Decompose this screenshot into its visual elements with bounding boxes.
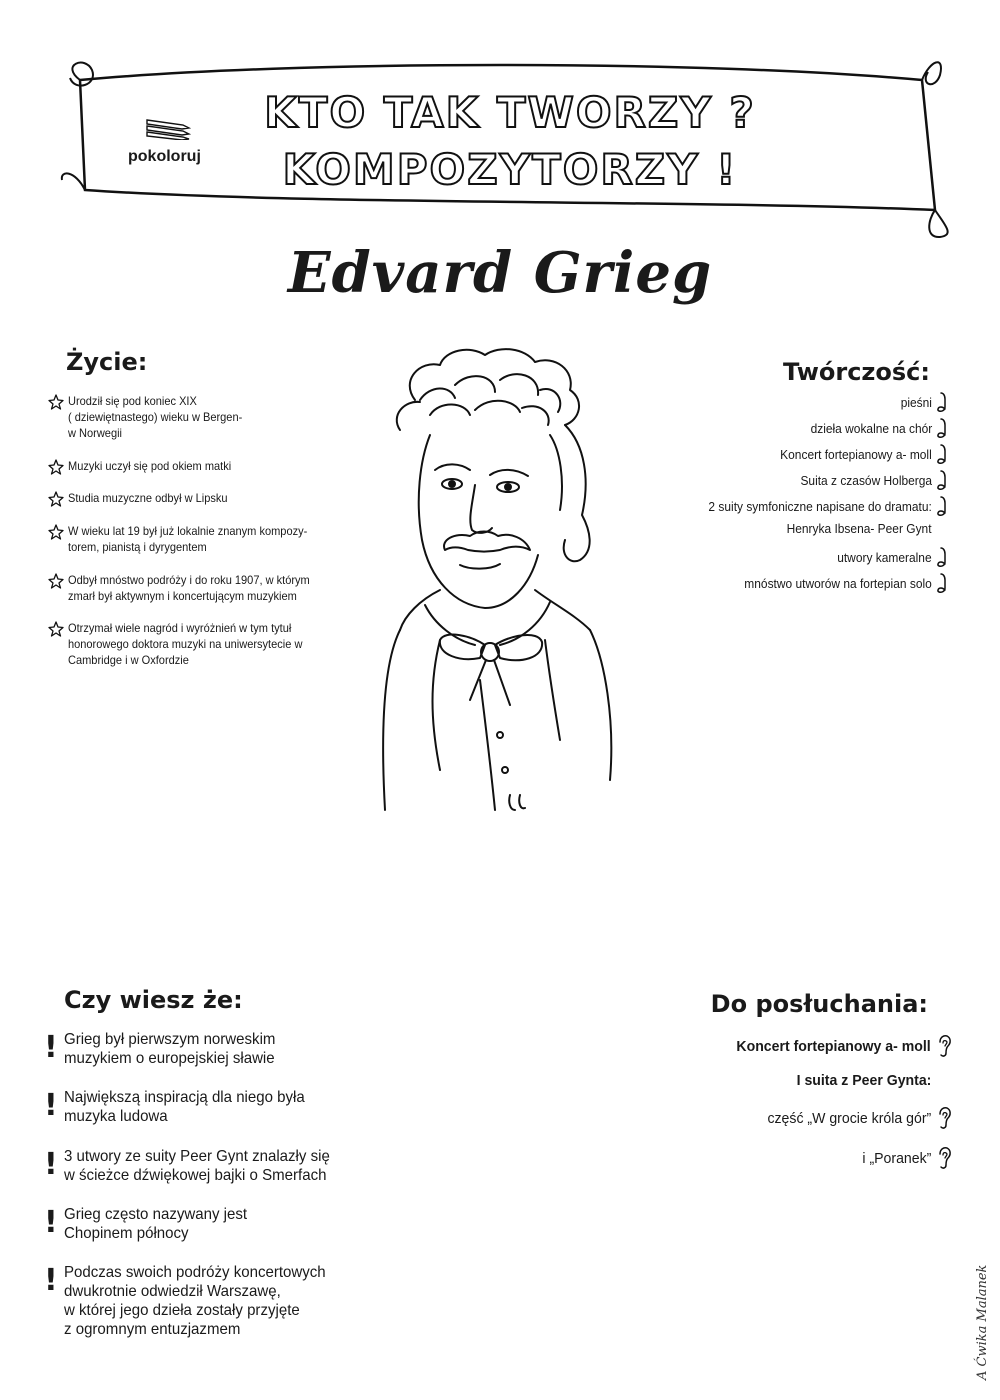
listening-item-text: część „W grocie króla gór” <box>767 1109 931 1127</box>
works-list-item <box>789 469 950 491</box>
music-note-icon <box>936 391 950 413</box>
works-item-text: dzieła wokalne na chór <box>810 420 932 436</box>
listening-list-item <box>858 1146 952 1170</box>
works-list-item <box>774 521 950 536</box>
star-icon <box>48 459 64 475</box>
exclamation-icon: ! <box>44 1205 58 1240</box>
works-list-item <box>829 546 950 568</box>
works-item-text: utwory kameralne <box>837 549 932 565</box>
life-list-item <box>48 572 338 604</box>
works-item-text: mnóstwo utworów na fortepian solo <box>744 575 932 591</box>
ear-icon <box>936 1106 952 1130</box>
works-list-item <box>728 572 950 594</box>
star-icon <box>48 621 64 637</box>
exclamation-icon: ! <box>44 1147 58 1182</box>
facts-item-text: 3 utwory ze suity Peer Gynt znalazły się w ścieżce dźwiękowej bajki o Smerfach <box>64 1148 330 1184</box>
exclamation-icon: ! <box>44 1088 58 1123</box>
works-item-text: 2 suity symfoniczne napisane do dramatu: <box>708 498 932 514</box>
star-icon <box>48 524 64 540</box>
works-item-text: Henryka Ibsena- Peer Gynt <box>787 521 932 536</box>
life-item-text: Muzyki uczył się pod okiem matki <box>68 459 232 473</box>
life-item-text: Odbył mnóstwo podróży i do roku 1907, w którym zmarł był aktywnym i koncertującym muzykiem <box>68 573 310 603</box>
music-note-icon <box>936 546 950 568</box>
music-note-icon <box>936 443 950 465</box>
facts-list-item <box>44 1147 364 1185</box>
star-icon <box>48 573 64 589</box>
banner-title-line-1: KTO TAK TWORZY ? <box>264 88 756 137</box>
exclamation-icon: ! <box>44 1263 58 1298</box>
listening-heading: Do posłuchania: <box>710 990 928 1018</box>
listening-list-item <box>788 1072 952 1089</box>
author-signature: A Ćwika Malanek <box>975 1264 990 1380</box>
works-list-item <box>800 417 950 439</box>
facts-list-item <box>44 1088 364 1126</box>
life-item-text: Urodził się pod koniec XIX ( dziewiętnastego) wieku w Bergen- w Norwegii <box>68 394 243 440</box>
ear-icon <box>936 1146 952 1170</box>
works-heading: Twórczość: <box>782 358 930 386</box>
life-item-text: Otrzymał wiele nagród i wyróżnień w tym tytuł honorowego doktora muzyki na uniwersytecie w Cambridge i w Oxfordzie <box>68 621 303 667</box>
works-item-text: Koncert fortepianowy a- moll <box>780 446 932 462</box>
works-list-item <box>898 391 950 413</box>
life-list-item <box>48 523 338 555</box>
star-icon <box>48 394 64 410</box>
life-list-item <box>48 458 338 475</box>
music-note-icon <box>936 469 950 491</box>
works-item-text: pieśni <box>900 394 932 410</box>
life-item-text: Studia muzyczne odbył w Lipsku <box>68 491 228 505</box>
banner-title-line-2: KOMPOZYTORZY ! <box>282 145 738 194</box>
listening-list-item <box>757 1106 952 1130</box>
color-instruction-label: pokoloruj <box>128 148 201 165</box>
composer-portrait-illustration <box>360 340 640 820</box>
exclamation-icon: ! <box>44 1030 58 1065</box>
star-icon <box>48 491 64 507</box>
listening-item-text: I suita z Peer Gynta: <box>796 1072 931 1089</box>
music-note-icon <box>936 417 950 439</box>
life-list-item <box>48 490 338 507</box>
life-list-item <box>48 393 338 441</box>
music-note-icon <box>936 572 950 594</box>
facts-list-item <box>44 1205 364 1243</box>
pencils-icon <box>145 116 191 140</box>
life-item-text: W wieku lat 19 był już lokalnie znanym kompozy- torem, pianistą i dyrygentem <box>68 524 308 554</box>
works-list-item <box>689 495 950 517</box>
facts-item-text: Największą inspiracją dla niego była muzyka ludowa <box>64 1089 305 1125</box>
facts-heading: Czy wiesz że: <box>64 986 243 1014</box>
music-note-icon <box>936 495 950 517</box>
facts-item-text: Podczas swoich podróży koncertowych dwukrotnie odwiedził Warszawę, w której jego dzieła zostały przyjęte z ogromnym entuzjazmem <box>64 1264 326 1338</box>
works-list-item <box>767 443 950 465</box>
listening-item-text: Koncert fortepianowy a- moll <box>736 1037 931 1055</box>
facts-item-text: Grieg często nazywany jest Chopinem północy <box>64 1206 248 1242</box>
facts-list-item <box>44 1263 364 1339</box>
works-item-text: Suita z czasów Holberga <box>800 472 932 488</box>
life-heading: Życie: <box>66 348 148 376</box>
listening-list-item <box>724 1034 952 1058</box>
facts-list-item <box>44 1030 364 1068</box>
facts-item-text: Grieg był pierwszym norweskim muzykiem o europejskiej sławie <box>64 1031 276 1067</box>
life-list-item <box>48 620 338 668</box>
listening-item-text: i „Poranek” <box>862 1149 931 1167</box>
composer-name: Edvard Grieg <box>287 240 713 306</box>
ear-icon <box>936 1034 952 1058</box>
